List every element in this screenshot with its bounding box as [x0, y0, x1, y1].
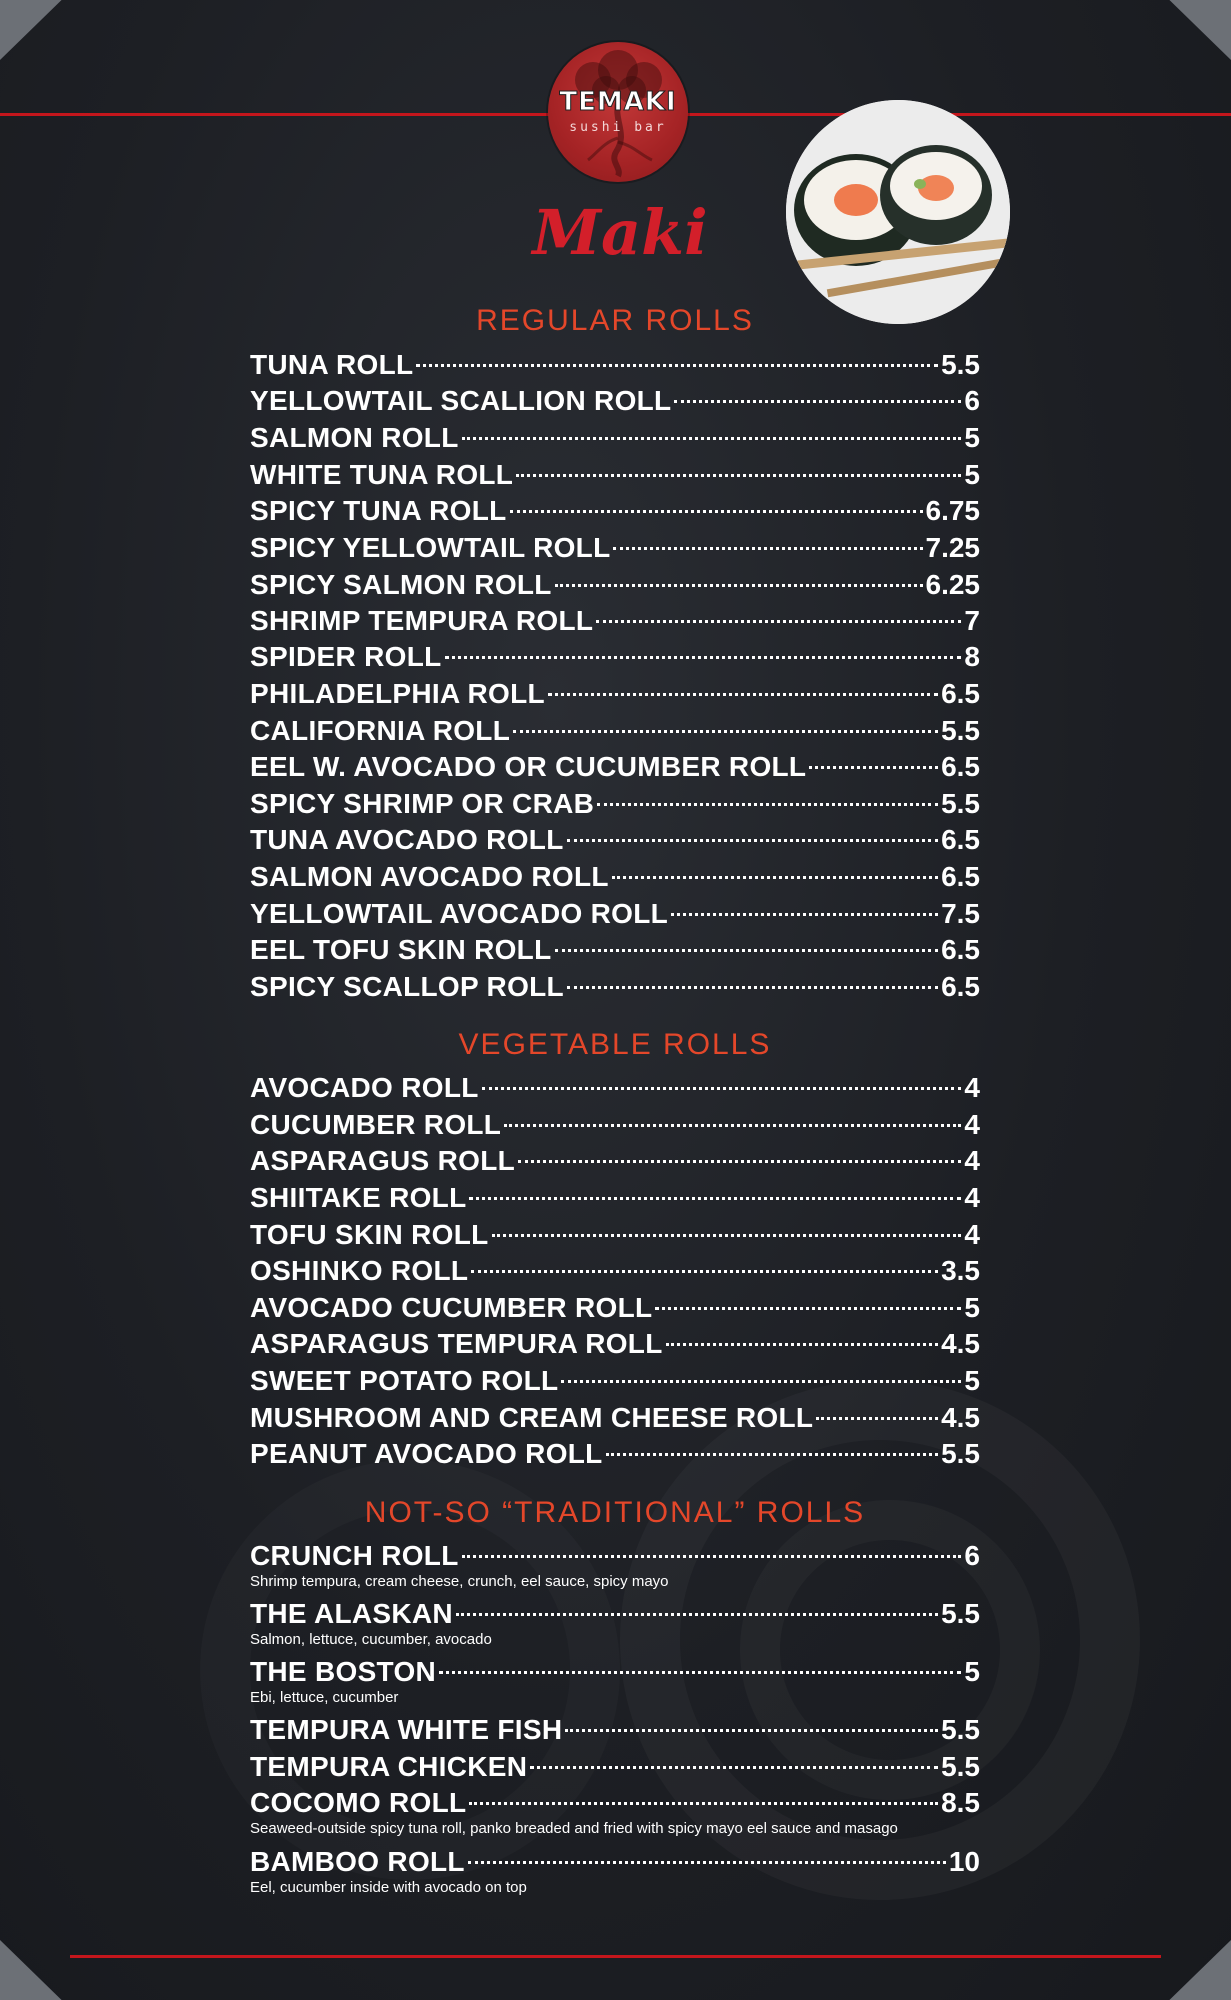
item-description: Ebi, lettuce, cucumber	[250, 1689, 399, 1706]
dot-leader	[606, 1453, 938, 1456]
dot-leader	[518, 1160, 961, 1163]
item-name: COCOMO ROLL	[250, 1787, 467, 1818]
dot-leader	[462, 437, 962, 440]
section-heading-vegetable: VEGETABLE ROLLS	[458, 1028, 772, 1061]
item-price: 6.25	[925, 569, 980, 600]
item-description: Shrimp tempura, cream cheese, crunch, eel sauce, spicy mayo	[250, 1573, 669, 1590]
item-name: SALMON ROLL	[250, 422, 459, 453]
item-name: OSHINKO ROLL	[250, 1255, 469, 1286]
dot-leader	[482, 1087, 962, 1090]
dot-leader	[416, 364, 938, 367]
menu-item	[250, 605, 980, 639]
menu-item	[250, 1540, 980, 1574]
item-price: 5	[964, 1656, 980, 1687]
menu-item	[250, 1109, 980, 1143]
menu-item	[250, 459, 980, 493]
item-name: SPICY SALMON ROLL	[250, 569, 552, 600]
menu-item	[250, 715, 980, 749]
dot-leader	[561, 1380, 961, 1383]
dot-leader	[613, 547, 922, 550]
menu-item	[250, 1438, 980, 1472]
item-price: 6.5	[941, 861, 980, 892]
item-name: THE BOSTON	[250, 1656, 437, 1687]
menu-item	[250, 1145, 980, 1179]
item-name: AVOCADO CUCUMBER ROLL	[250, 1292, 653, 1323]
item-price: 6.5	[941, 678, 980, 709]
dot-leader	[445, 656, 962, 659]
item-name: WHITE TUNA ROLL	[250, 459, 514, 490]
menu-item	[250, 1328, 980, 1362]
dot-leader	[468, 1861, 946, 1864]
dot-leader	[469, 1802, 938, 1805]
menu-item	[250, 1846, 980, 1880]
item-description: Seaweed-outside spicy tuna roll, panko breaded and fried with spicy mayo eel sauce and masago	[250, 1820, 898, 1837]
temaki-logo	[548, 42, 688, 182]
dot-leader	[666, 1343, 938, 1346]
item-price: 8.5	[941, 1787, 980, 1818]
item-name: CUCUMBER ROLL	[250, 1109, 502, 1140]
menu-item	[250, 824, 980, 858]
item-price: 5.5	[941, 1714, 980, 1745]
item-name: BAMBOO ROLL	[250, 1846, 465, 1877]
item-name: PHILADELPHIA ROLL	[250, 678, 545, 709]
menu-item	[250, 751, 980, 785]
dot-leader	[510, 510, 923, 513]
item-name: SPICY SHRIMP OR CRAB	[250, 788, 595, 819]
item-price: 5.5	[941, 349, 980, 380]
menu-item	[250, 532, 980, 566]
menu-item	[250, 1598, 980, 1632]
sushi-chopsticks-image	[786, 100, 1010, 324]
item-price: 5.5	[941, 1598, 980, 1629]
item-name: SHRIMP TEMPURA ROLL	[250, 605, 594, 636]
menu-item	[250, 495, 980, 529]
item-name: CRUNCH ROLL	[250, 1540, 459, 1571]
item-name: SHIITAKE ROLL	[250, 1182, 467, 1213]
menu-item	[250, 385, 980, 419]
menu-item	[250, 678, 980, 712]
item-price: 6	[964, 385, 980, 416]
menu-item	[250, 1751, 980, 1785]
item-name: SALMON AVOCADO ROLL	[250, 861, 609, 892]
item-name: SWEET POTATO ROLL	[250, 1365, 559, 1396]
dot-leader	[555, 584, 923, 587]
menu-item	[250, 1714, 980, 1748]
item-name: ASPARAGUS ROLL	[250, 1145, 516, 1176]
item-price: 6.5	[941, 824, 980, 855]
item-price: 10	[948, 1846, 980, 1877]
item-name: SPICY TUNA ROLL	[250, 495, 507, 526]
menu-item	[250, 569, 980, 603]
menu-item	[250, 934, 980, 968]
menu-item	[250, 898, 980, 932]
item-price: 7.25	[925, 532, 980, 563]
menu-item	[250, 1182, 980, 1216]
menu-item	[250, 1219, 980, 1253]
item-name: SPIDER ROLL	[250, 641, 442, 672]
item-price: 6.5	[941, 751, 980, 782]
item-price: 4	[964, 1219, 980, 1250]
item-name: CALIFORNIA ROLL	[250, 715, 511, 746]
dot-leader	[565, 1729, 938, 1732]
item-name: SPICY SCALLOP ROLL	[250, 971, 564, 1002]
item-price: 5	[964, 1365, 980, 1396]
menu-item	[250, 971, 980, 1005]
item-price: 6.5	[941, 971, 980, 1002]
dot-leader	[596, 620, 961, 623]
item-price: 3.5	[941, 1255, 980, 1286]
dot-leader	[471, 1270, 938, 1273]
item-price: 4.5	[941, 1328, 980, 1359]
brand-name: TEMAKI	[559, 87, 677, 117]
item-price: 5	[964, 1292, 980, 1323]
item-price: 4	[964, 1072, 980, 1103]
item-price: 4	[964, 1182, 980, 1213]
item-price: 7	[964, 605, 980, 636]
item-price: 7.5	[941, 898, 980, 929]
dot-leader	[567, 839, 938, 842]
item-name: PEANUT AVOCADO ROLL	[250, 1438, 603, 1469]
menu-item	[250, 1656, 980, 1690]
item-price: 6.5	[941, 934, 980, 965]
item-price: 5	[964, 459, 980, 490]
item-price: 6.75	[925, 495, 980, 526]
item-name: TOFU SKIN ROLL	[250, 1219, 489, 1250]
dot-leader	[674, 400, 961, 403]
dot-leader	[456, 1613, 938, 1616]
section-heading-regular: REGULAR ROLLS	[476, 304, 754, 337]
item-description: Salmon, lettuce, cucumber, avocado	[250, 1631, 492, 1648]
menu-item	[250, 788, 980, 822]
item-name: TEMPURA CHICKEN	[250, 1751, 528, 1782]
item-price: 8	[964, 641, 980, 672]
dot-leader	[809, 766, 938, 769]
item-name: TEMPURA WHITE FISH	[250, 1714, 563, 1745]
sushi-roll-photo	[786, 100, 1010, 324]
item-description: Eel, cucumber inside with avocado on top	[250, 1879, 527, 1896]
menu-item	[250, 1072, 980, 1106]
dot-leader	[516, 474, 961, 477]
item-name: SPICY YELLOWTAIL ROLL	[250, 532, 611, 563]
item-name: EEL TOFU SKIN ROLL	[250, 934, 552, 965]
brand-tagline: sushi bar	[569, 120, 667, 135]
item-name: TUNA ROLL	[250, 349, 414, 380]
menu-item	[250, 641, 980, 675]
dot-leader	[567, 986, 938, 989]
item-price: 4	[964, 1145, 980, 1176]
item-price: 5.5	[941, 788, 980, 819]
dot-leader	[530, 1766, 938, 1769]
dot-leader	[671, 913, 938, 916]
page-title: Maki	[532, 196, 708, 269]
item-price: 5.5	[941, 1751, 980, 1782]
item-name: YELLOWTAIL AVOCADO ROLL	[250, 898, 669, 929]
item-name: AVOCADO ROLL	[250, 1072, 479, 1103]
item-price: 5.5	[941, 715, 980, 746]
item-name: MUSHROOM AND CREAM CHEESE ROLL	[250, 1402, 814, 1433]
item-price: 6	[964, 1540, 980, 1571]
menu-item	[250, 1402, 980, 1436]
item-price: 5.5	[941, 1438, 980, 1469]
bottom-red-rule	[70, 1955, 1161, 1958]
item-name: THE ALASKAN	[250, 1598, 453, 1629]
dot-leader	[439, 1671, 961, 1674]
dot-leader	[548, 693, 938, 696]
dot-leader	[513, 730, 938, 733]
dot-leader	[492, 1234, 962, 1237]
menu-item	[250, 349, 980, 383]
item-price: 5	[964, 422, 980, 453]
item-name: EEL W. AVOCADO OR CUCUMBER ROLL	[250, 751, 807, 782]
dot-leader	[504, 1124, 961, 1127]
item-name: YELLOWTAIL SCALLION ROLL	[250, 385, 672, 416]
menu-item	[250, 1255, 980, 1289]
item-name: ASPARAGUS TEMPURA ROLL	[250, 1328, 663, 1359]
section-heading-not-so-traditional: NOT-SO “TRADITIONAL” ROLLS	[364, 1496, 866, 1529]
menu-item	[250, 422, 980, 456]
dot-leader	[555, 949, 939, 952]
item-price: 4.5	[941, 1402, 980, 1433]
dot-leader	[462, 1555, 962, 1558]
dot-leader	[597, 803, 938, 806]
item-price: 4	[964, 1109, 980, 1140]
menu-item	[250, 1292, 980, 1326]
menu-item	[250, 1365, 980, 1399]
item-name: TUNA AVOCADO ROLL	[250, 824, 564, 855]
dot-leader	[612, 876, 938, 879]
menu-item	[250, 1787, 980, 1821]
dot-leader	[469, 1197, 961, 1200]
menu-item	[250, 861, 980, 895]
dot-leader	[655, 1307, 961, 1310]
dot-leader	[816, 1417, 938, 1420]
